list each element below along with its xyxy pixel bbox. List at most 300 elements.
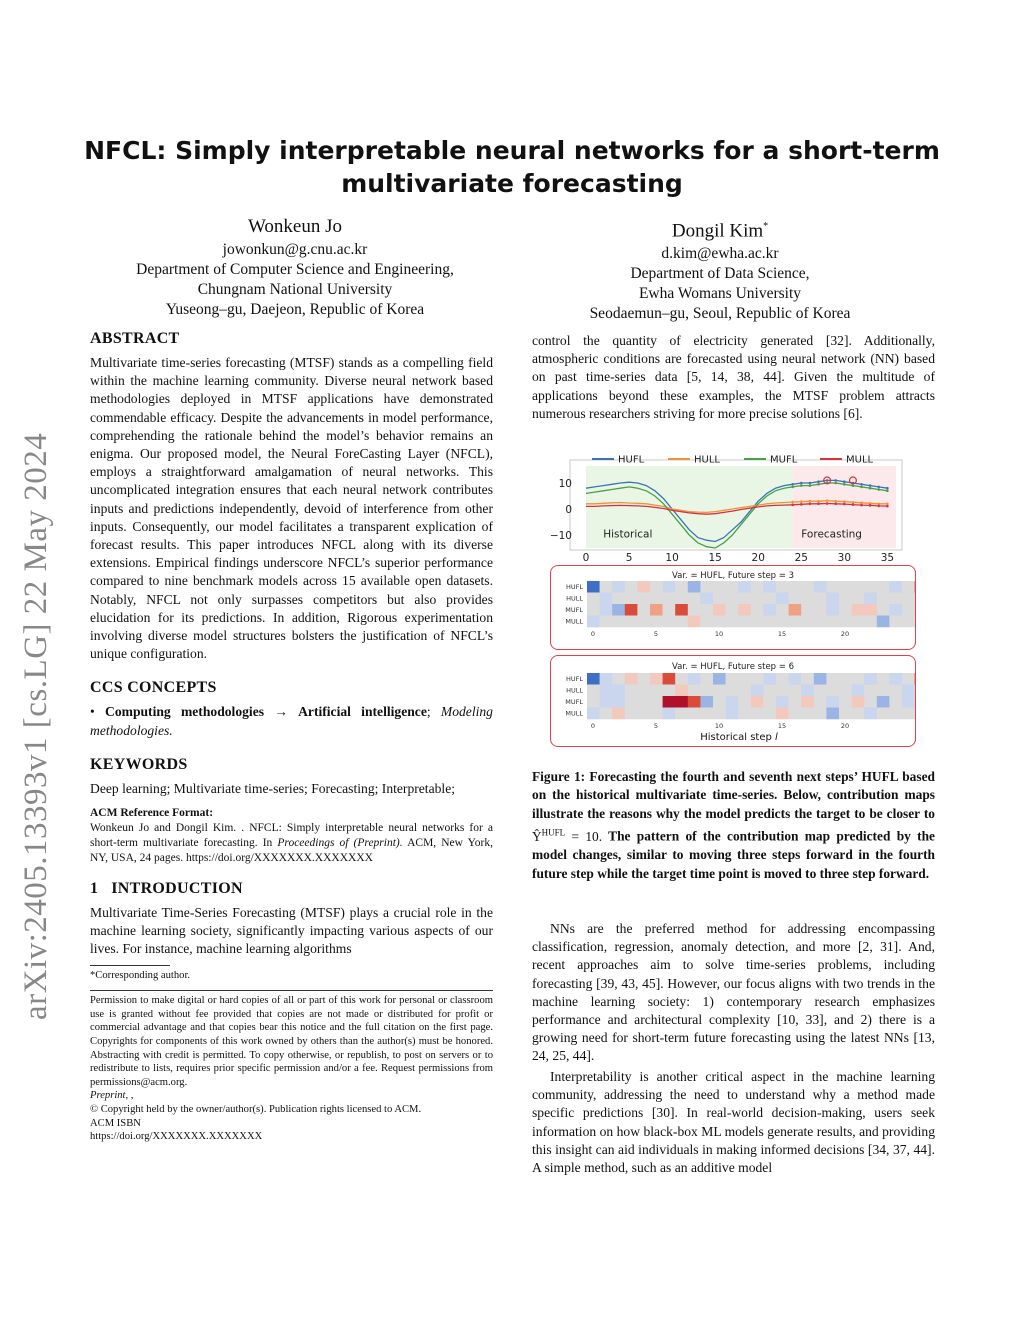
heatmap-cell [801, 593, 814, 605]
heatmap-cell [889, 593, 902, 605]
heatmap-cell [902, 685, 915, 697]
abstract-heading: ABSTRACT [90, 330, 180, 347]
heatmap-cell [814, 604, 827, 616]
x-tick-label: 20 [751, 552, 765, 563]
heatmap-cell [688, 581, 701, 593]
author-mark: * [763, 221, 769, 232]
heatmap-cell [663, 708, 676, 720]
series-point [877, 505, 880, 508]
heatmap-cell [902, 673, 915, 685]
left-column [90, 330, 493, 1144]
right-top-text: control the quantity of electricity generated [32]. Additionally, atmospheric conditions are forecasted using neural network (NN) based on past time-series data [5, 14, 38, 44]. Given the multitude of applications beyond these examples, the MTSF problem attracts numerous researchers striving for more precise solutions [6]. [532, 333, 935, 421]
heatmap-cell [637, 685, 650, 697]
heatmap-cell [763, 593, 776, 605]
series-point [843, 483, 846, 486]
author-affiliation: Ewha Womans University [638, 285, 802, 303]
series-point [791, 486, 794, 489]
heatmap-cell [688, 685, 701, 697]
heatmap-cell [612, 708, 625, 720]
x-tick-label: 0 [582, 552, 590, 563]
heatmap-cell [789, 708, 802, 720]
heatmap-cell [612, 581, 625, 593]
series-point [791, 483, 794, 486]
heatmap-cell [877, 708, 890, 720]
heatmap-cell [726, 604, 739, 616]
heatmap-cell [902, 604, 915, 616]
heatmap-cell [612, 685, 625, 697]
forecasting-label: Forecasting [801, 528, 862, 541]
series-point [860, 501, 863, 504]
series-point [826, 479, 829, 482]
heatmap-cell [864, 685, 877, 697]
heatmap-cell [587, 708, 600, 720]
right-bottom-para-1: NNs are the preferred method for addressing encompassing classification, regression, anomaly detection, and more [2, 31]. And, recent approaches aim to solve time-series problems, including forecasting [39, 43, 45]. However, our focus aligns with two trends in the machine learning society: 1) contemporary research emphasizes performance and architectural complexity [10, 33], and 2) there is a growing need for short-term future forecasting using the latest NNs [13, 24, 25, 44]. [532, 921, 935, 1064]
x-tick-label: 5 [625, 552, 633, 563]
heatmap-cell [751, 616, 764, 628]
series-point [817, 503, 820, 506]
heatmap-x-tick: 0 [590, 722, 596, 730]
heatmap-cell [713, 604, 726, 616]
heatmap-cell [700, 685, 713, 697]
series-point [852, 484, 855, 487]
heatmap-cell [877, 593, 890, 605]
author-affiliation: Yuseong–gu, Daejeon, Republic of Korea [165, 301, 425, 318]
heatmap-x-tick: 0 [590, 630, 596, 638]
heatmap-cell [587, 604, 600, 616]
heatmap-cell [650, 604, 663, 616]
keywords-text: Deep learning; Multivariate time-series; Forecasting; Interpretable; [90, 780, 456, 796]
series-point [869, 504, 872, 507]
ccs-heading: CCS CONCEPTS [90, 679, 217, 697]
heatmap-cell [625, 581, 638, 593]
heatmap-cell [650, 685, 663, 697]
heatmap-cell [600, 685, 613, 697]
heatmap-cell [726, 696, 739, 708]
x-tick-label: 25 [794, 552, 808, 563]
heatmap-cell [738, 708, 751, 720]
permission-notice: Permission to make digital or hard copies of all or part of this work for personal or classroom use is granted without fee provided that copies are not made or distributed for profit or commercial advantage and that copies bear this notice and the full citation on the first page. Copyrights for components of this work owned by others than the author(s) must be honored. Abstracting with credit is permitted. To copy otherwise, or republish, to post on servers or to redistribute to lists, requires prior specific permission and/or a fee. Request permissions from permissions@acm.org. [90, 995, 493, 1088]
heatmap-cell [814, 616, 827, 628]
heatmap-row-label: MUFL [565, 606, 583, 614]
series-point [860, 486, 863, 489]
heatmap-x-tick: 15 [777, 630, 787, 638]
heatmap-cell [814, 581, 827, 593]
series-point [800, 484, 803, 487]
heatmap-cell [852, 604, 865, 616]
series-point [843, 480, 846, 483]
heatmap-cell [625, 696, 638, 708]
heatmap-cell [814, 673, 827, 685]
heatmap-cell [763, 696, 776, 708]
title-line-1: NFCL: Simply interpretable neural networks for a short-term [84, 136, 940, 165]
heatmap-cell [877, 604, 890, 616]
intro-text: Multivariate Time-Series Forecasting (MTSF) plays a crucial role in the machine learning society, significantly impacting various aspects of our lives. For instance, machine learning algorithms [90, 905, 493, 957]
heatmap-cell [675, 673, 688, 685]
heatmap-cell [814, 593, 827, 605]
heatmap-cell [637, 581, 650, 593]
heatmap-cell [663, 616, 676, 628]
heatmap-cell [587, 616, 600, 628]
heatmap-cell [864, 616, 877, 628]
author-affiliation: Department of Data Science, [630, 265, 810, 283]
author-affiliation: Department of Computer Science and Engineering, [136, 261, 454, 278]
author-email[interactable]: d.kim@ewha.ac.kr [661, 245, 779, 263]
heatmap-cell [814, 696, 827, 708]
preprint-note: Preprint, , [90, 1090, 134, 1102]
series-point [809, 500, 812, 503]
heatmap-cell [889, 604, 902, 616]
heatmap-cell [864, 604, 877, 616]
heatmap-row-label: MULL [565, 709, 583, 718]
heatmap-cell [776, 616, 789, 628]
heatmap-cell [789, 673, 802, 685]
arxiv-stamp: arXiv:2405.13393v1 [cs.LG] 22 May 2024 [18, 432, 54, 1020]
heatmap-cell [600, 581, 613, 593]
heatmap-cell [789, 593, 802, 605]
heatmap-cell [688, 696, 701, 708]
heatmap-cell [726, 708, 739, 720]
heatmap-cell [637, 696, 650, 708]
heatmap-cell [726, 616, 739, 628]
heatmap-cell [763, 604, 776, 616]
heatmap-cell [700, 708, 713, 720]
heatmap-cell [763, 616, 776, 628]
heatmap-cell [587, 696, 600, 708]
series-point [817, 483, 820, 486]
heatmap-cell [864, 581, 877, 593]
series-point [809, 482, 812, 485]
heatmap-row-label: HULL [566, 686, 583, 695]
heatmap-cell [612, 616, 625, 628]
author-affiliation: Seodaemun–gu, Seoul, Republic of Korea [589, 305, 851, 323]
doi-link[interactable]: https://doi.org/XXXXXXX.XXXXXXX [90, 1131, 263, 1143]
heatmap-cell [625, 604, 638, 616]
heatmap-cell [675, 708, 688, 720]
heatmap-cell [776, 673, 789, 685]
legend-label: MUFL [770, 454, 798, 466]
heatmap-cell [675, 604, 688, 616]
heatmap-x-tick: 15 [777, 722, 787, 730]
heatmap-xlabel: Historical step l [700, 732, 778, 743]
heatmap-x-tick: 20 [840, 630, 850, 638]
series-point [800, 503, 803, 506]
author-name: Wonkeun Jo [248, 216, 342, 237]
legend-label: HULL [694, 454, 720, 466]
heatmap-cell [839, 673, 852, 685]
heatmap-cell [738, 593, 751, 605]
heatmap-cell [726, 673, 739, 685]
copyright-note: © Copyright held by the owner/author(s). Publication rights licensed to ACM. [90, 1104, 422, 1116]
series-point [834, 479, 837, 482]
series-point [843, 500, 846, 503]
heatmap-cell [612, 593, 625, 605]
heatmap-cell [600, 604, 613, 616]
ccs-arrow: → [274, 704, 288, 720]
series-point [809, 484, 812, 487]
heatmap-cell [600, 696, 613, 708]
author-name: Dongil Kim* [671, 220, 769, 242]
heatmap-cell [751, 593, 764, 605]
contribution-heatmap-2 [551, 656, 915, 746]
heatmap-cell [864, 673, 877, 685]
heatmap-cell [700, 616, 713, 628]
heatmap-cell [675, 616, 688, 628]
heatmap-cell [877, 685, 890, 697]
heatmap-cell [801, 696, 814, 708]
series-point [809, 503, 812, 506]
heatmap-cell [700, 673, 713, 685]
heatmap-cell [864, 593, 877, 605]
series-point [886, 487, 889, 490]
heatmap-cell [801, 685, 814, 697]
heatmap-cell [612, 696, 625, 708]
heatmap-cell [637, 673, 650, 685]
x-tick-label: 15 [708, 552, 722, 563]
heatmap-cell [763, 685, 776, 697]
ccs-term: Computing methodologies [105, 704, 265, 720]
heatmap-cell [801, 616, 814, 628]
heatmap-cell [612, 604, 625, 616]
x-tick-label: 30 [837, 552, 852, 563]
heatmap-cell [852, 685, 865, 697]
heatmap-cell [889, 673, 902, 685]
series-point [869, 487, 872, 490]
heatmap-cell [700, 604, 713, 616]
ccs-concepts [90, 703, 493, 739]
title-line-2: multivariate forecasting [341, 169, 683, 198]
heatmap-row-label: HUFL [565, 583, 583, 591]
author-affiliation: Chungnam National University [197, 281, 393, 298]
heatmap-cell [600, 593, 613, 605]
series-point [860, 504, 863, 507]
series-point [886, 490, 889, 493]
heatmap-cell [826, 685, 839, 697]
series-point [877, 488, 880, 491]
permission-rule [90, 990, 493, 991]
series-point [877, 486, 880, 489]
heatmap-cell [751, 708, 764, 720]
author-block-1 [90, 214, 500, 320]
heatmap-cell [700, 696, 713, 708]
heatmap-cell [663, 581, 676, 593]
heatmap-cell [839, 616, 852, 628]
ccs-term: Modeling methodologies. [90, 704, 493, 738]
heatmap-cell [889, 708, 902, 720]
heatmap-cell [826, 708, 839, 720]
heatmap-x-tick: 5 [653, 630, 659, 638]
keywords-heading: KEYWORDS [90, 755, 188, 773]
heatmap-cell [801, 673, 814, 685]
heatmap-x-tick: 10 [714, 630, 724, 638]
heatmap-panel-1 [550, 565, 916, 650]
heatmap-cell [852, 696, 865, 708]
series-point [791, 504, 794, 507]
heatmap-cell [625, 708, 638, 720]
heatmap-row-label: MUFL [565, 698, 583, 706]
heatmap-cell [688, 616, 701, 628]
y-tick-label: −10 [549, 530, 572, 542]
heatmap-cell [587, 685, 600, 697]
heatmap-cell [612, 673, 625, 685]
heatmap-cell [751, 673, 764, 685]
heatmap-cell [852, 581, 865, 593]
heatmap-cell [738, 685, 751, 697]
heatmap-cell [776, 604, 789, 616]
heatmap-cell [751, 581, 764, 593]
heatmap-cell [587, 593, 600, 605]
heatmap-title: Var. = HUFL, Future step = 6 [671, 662, 795, 672]
heatmap-cell [789, 685, 802, 697]
author-email[interactable]: jowonkun@g.cnu.ac.kr [222, 241, 368, 258]
heatmap-title: Var. = HUFL, Future step = 3 [671, 571, 795, 581]
heatmap-cell [789, 616, 802, 628]
abstract-text: Multivariate time-series forecasting (MTSF) stands as a compelling field within the machine learning community. Diverse neural network based methodologies deployed in MTSF applications have demonstrated commendable efficacy. Despite the advancements in model performance, comprehending the rationale behind the model’s behavior remains an enigma. Our proposed model, the Neural ForeCasting Layer (NFCL), employs a straightforward amalgamation of neural networks. This uncomplicated integration ensures that each neural network contributes inputs and predictions independently, devoid of interference from other inputs. Consequently, our model facilitates a transparent explication of forecast results. This paper introduces NFCL along with its diverse extensions. Empirical findings underscore NFCL’s superior performance compared to nine benchmark models across 15 available open datasets. Notably, NFCL not only surpasses competitors but also provides elucidation for its predictions. In addition, Rigorous experimentation involving diverse model structures bolsters the justification of NFCL’s unique configuration. [90, 355, 493, 662]
heatmap-cell [852, 593, 865, 605]
heatmap-cell [889, 696, 902, 708]
series-point [826, 502, 829, 505]
heatmap-cell [600, 616, 613, 628]
heatmap-cell [801, 708, 814, 720]
heatmap-cell [600, 708, 613, 720]
heatmap-cell [839, 604, 852, 616]
heatmap-cell [902, 696, 915, 708]
series-point [834, 500, 837, 503]
heatmap-cell [625, 673, 638, 685]
legend-label: HUFL [618, 454, 645, 466]
footnote: *Corresponding author. [90, 969, 191, 981]
heatmap-cell [877, 673, 890, 685]
right-bottom-para-2: Interpretability is another critical aspect in the machine learning community, addressing the need to understand why a method made specific predictions [30]. In real-world decision-making, users seek information on how black-box ML models generate results, and providing this insight can aid individuals in making informed decisions [34, 37, 44]. A simple method, such as an additive model [532, 1069, 935, 1176]
heatmap-cell [801, 581, 814, 593]
heatmap-cell [776, 696, 789, 708]
paper-title [60, 134, 964, 200]
series-point [869, 484, 872, 487]
ccs-term: Artificial intelligence [298, 704, 427, 720]
isbn: ACM ISBN [90, 1117, 141, 1129]
heatmap-cell [839, 696, 852, 708]
series-point [852, 501, 855, 504]
heatmap-cell [713, 673, 726, 685]
heatmap-cell [700, 593, 713, 605]
heatmap-cell [738, 581, 751, 593]
heatmap-cell [902, 581, 915, 593]
heatmap-cell [663, 593, 676, 605]
footnote-rule [90, 965, 170, 966]
heatmap-cell [852, 708, 865, 720]
y-tick-label: 10 [558, 478, 572, 490]
heatmap-cell [864, 696, 877, 708]
heatmap-cell [650, 593, 663, 605]
heatmap-cell [713, 685, 726, 697]
heatmap-cell [889, 616, 902, 628]
heatmap-cell [839, 593, 852, 605]
ccs-bullet: • [90, 704, 95, 720]
x-tick-label: 35 [880, 552, 895, 563]
heatmap-cell [700, 581, 713, 593]
heatmap-cell [675, 685, 688, 697]
author-block-2 [530, 214, 910, 324]
heatmap-cell [738, 696, 751, 708]
heatmap-cell [726, 581, 739, 593]
heatmap-row-label: MULL [565, 617, 583, 626]
heatmap-cell [751, 696, 764, 708]
heatmap-cell [826, 593, 839, 605]
heatmap-cell [650, 581, 663, 593]
heatmap-cell [713, 708, 726, 720]
series-point [817, 480, 820, 483]
heatmap-cell [663, 673, 676, 685]
heatmap-cell [688, 604, 701, 616]
heatmap-cell [877, 581, 890, 593]
caption-math: $Ŷ^{HUFL} = 10$. [532, 827, 603, 844]
heatmap-cell [637, 616, 650, 628]
heatmap-cell [738, 616, 751, 628]
series-point [886, 505, 889, 508]
heatmap-cell [650, 696, 663, 708]
heatmap-cell [637, 708, 650, 720]
forecast-line-chart [548, 448, 908, 563]
heatmap-cell [751, 685, 764, 697]
series-point [834, 482, 837, 485]
heatmap-cell [814, 685, 827, 697]
heatmap-cell [763, 673, 776, 685]
heatmap-cell [625, 685, 638, 697]
series-point [860, 483, 863, 486]
heatmap-row-label: HUFL [565, 675, 583, 683]
heatmap-cell [713, 616, 726, 628]
series-point [886, 503, 889, 506]
heatmap-cell [587, 581, 600, 593]
heatmap-cell [713, 593, 726, 605]
heatmap-cell [789, 581, 802, 593]
heatmap-cell [902, 708, 915, 720]
heatmap-cell [852, 673, 865, 685]
heatmap-cell [650, 616, 663, 628]
heatmap-cell [902, 616, 915, 628]
series-point [834, 503, 837, 506]
heatmap-cell [889, 685, 902, 697]
heatmap-cell [776, 708, 789, 720]
historical-label: Historical [603, 528, 653, 541]
heatmap-cell [826, 673, 839, 685]
legend-label: MULL [846, 454, 874, 466]
heatmap-cell [814, 708, 827, 720]
heatmap-cell [839, 581, 852, 593]
series-point [800, 482, 803, 485]
heatmap-cell [650, 673, 663, 685]
y-tick-label: 0 [565, 504, 572, 516]
acm-ref-text: Wonkeun Jo and Dongil Kim. . NFCL: Simply interpretable neural networks for a short-term multivariate forecasting. In Proceedings of (Preprint). ACM, New York, NY, USA, 24 pages. https://doi.org/XXXXXXX.XXXXXXX [90, 822, 493, 865]
heatmap-cell [726, 593, 739, 605]
heatmap-cell [776, 593, 789, 605]
heatmap-cell [675, 696, 688, 708]
heatmap-panel-2 [550, 655, 916, 747]
heatmap-cell [826, 696, 839, 708]
heatmap-cell [650, 708, 663, 720]
heatmap-cell [864, 708, 877, 720]
series-point [843, 503, 846, 506]
heatmap-cell [637, 593, 650, 605]
heatmap-cell [675, 593, 688, 605]
acm-ref-heading: ACM Reference Format: [90, 807, 214, 820]
heatmap-cell [663, 696, 676, 708]
heatmap-cell [826, 604, 839, 616]
heatmap-cell [625, 616, 638, 628]
series-point [800, 500, 803, 503]
heatmap-cell [738, 604, 751, 616]
heatmap-cell [663, 604, 676, 616]
intro-heading: 1 INTRODUCTION [90, 880, 243, 898]
